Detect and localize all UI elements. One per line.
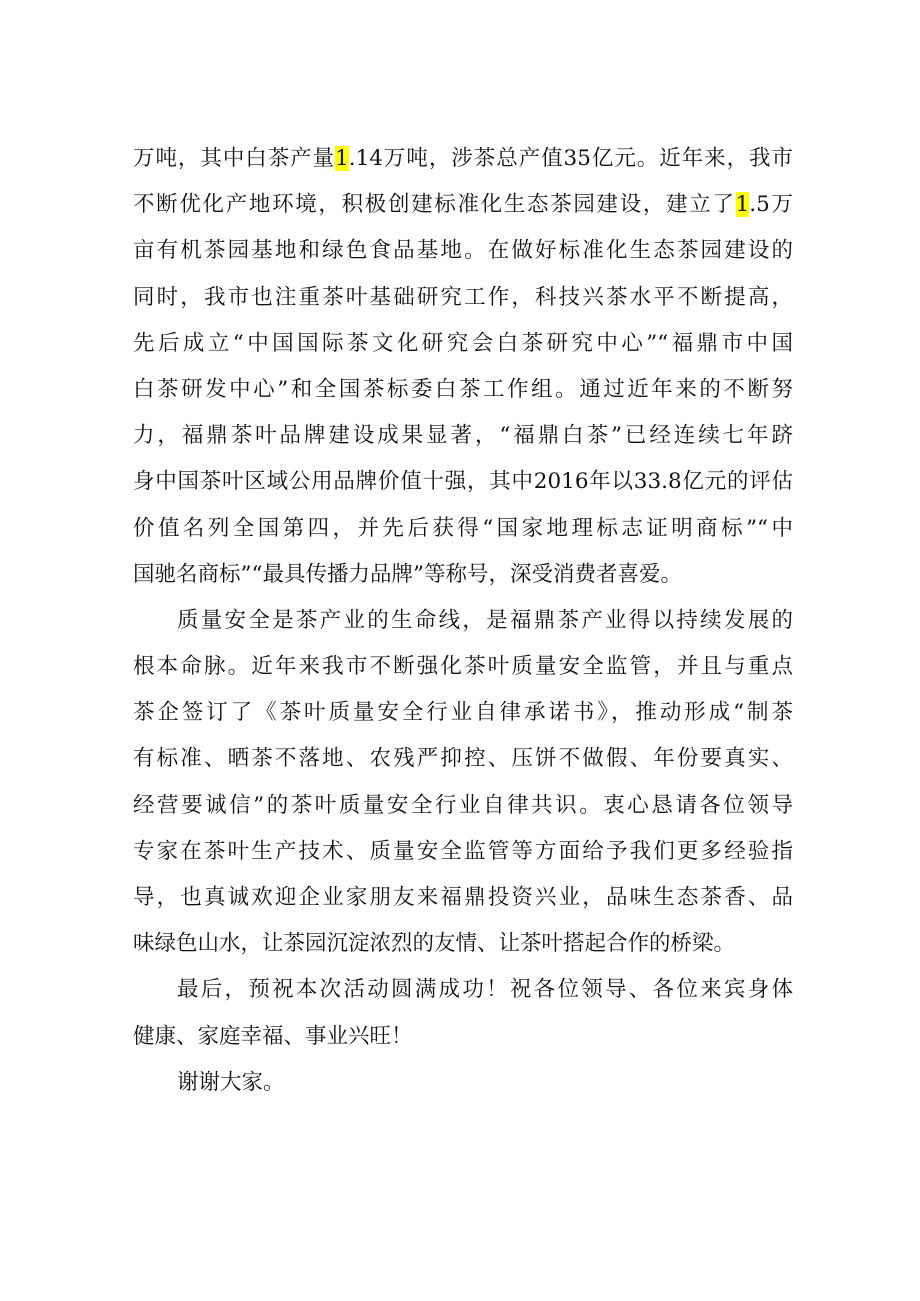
paragraph <box>133 136 793 598</box>
text-line <box>133 967 793 1013</box>
text-run: 专家在茶叶生产技术、质量安全监管等方面给予我们更多经验指 <box>133 838 793 864</box>
text-run: 质量安全是茶产业的生命线，是福鼎茶产业得以持续发展的 <box>177 607 793 633</box>
text-line <box>133 182 793 228</box>
text-line <box>133 1014 793 1060</box>
text-run: 不断优化产地环境，积极创建标准化生态茶园建设，建立了 <box>133 192 736 218</box>
document-body <box>133 136 793 1106</box>
paragraph <box>133 598 793 968</box>
text-line <box>133 783 793 829</box>
text-line <box>133 829 793 875</box>
text-line <box>133 690 793 736</box>
text-run: 万吨，其中白茶产量 <box>133 146 336 171</box>
text-line <box>133 459 793 505</box>
text-line <box>133 228 793 274</box>
text-run: 身中国茶叶区域公用品牌价值十强，其中2016年以33.8亿元的评估 <box>133 469 793 495</box>
text-line <box>133 875 793 921</box>
text-line <box>133 644 793 690</box>
text-run: 茶企签订了《茶叶质量安全行业自律承诺书》，推动形成“制茶 <box>133 700 793 726</box>
text-run: 价值名列全国第四，并先后获得“国家地理标志证明商标”“中 <box>133 515 793 541</box>
text-run: 国驰名商标”“最具传播力品牌”等称号，深受消费者喜爱。 <box>133 561 682 587</box>
text-run: 最后，预祝本次活动圆满成功！祝各位领导、各位来宾身体 <box>177 977 793 1003</box>
text-line <box>133 321 793 367</box>
text-run: 根本命脉。近年来我市不断强化茶叶质量安全监管，并且与重点 <box>133 654 793 680</box>
text-line <box>133 598 793 644</box>
text-run: 味绿色山水，让茶园沉淀浓烈的友情、让茶叶搭起合作的桥梁。 <box>133 931 736 957</box>
text-line <box>133 136 793 182</box>
text-run: 有标准、晒茶不落地、农残严抑控、压饼不做假、年份要真实、 <box>133 746 793 772</box>
text-line <box>133 736 793 782</box>
paragraph <box>133 1060 793 1106</box>
text-line <box>133 367 793 413</box>
text-run: 经营要诚信”的茶叶质量安全行业自律共识。衷心恳请各位领导 <box>133 792 793 818</box>
text-run: 亩有机茶园基地和绿色食品基地。在做好标准化生态茶园建设的 <box>133 238 793 264</box>
text-run: 健康、家庭幸福、事业兴旺！ <box>133 1023 413 1049</box>
text-line <box>133 413 793 459</box>
highlighted-text: 1 <box>735 192 750 218</box>
text-line <box>133 275 793 321</box>
text-line <box>133 506 793 552</box>
highlighted-text: 1 <box>335 146 349 171</box>
text-line <box>133 552 793 598</box>
text-run: 白茶研发中心”和全国茶标委白茶工作组。通过近年来的不断努 <box>133 376 793 402</box>
text-line <box>133 921 793 967</box>
text-run: .5万 <box>749 192 793 218</box>
text-run: 力，福鼎茶叶品牌建设成果显著，“福鼎白茶”已经连续七年跻 <box>133 423 793 449</box>
text-run: 同时，我市也注重茶叶基础研究工作，科技兴茶水平不断提高， <box>133 284 793 310</box>
text-line <box>133 1060 793 1106</box>
text-run: 先后成立“中国国际茶文化研究会白茶研究中心”“福鼎市中国 <box>133 330 793 356</box>
paragraph <box>133 967 793 1059</box>
text-run: .14万吨，涉茶总产值35亿元。近年来，我市 <box>348 146 793 171</box>
text-run: 导，也真诚欢迎企业家朋友来福鼎投资兴业，品味生态茶香、品 <box>133 885 793 910</box>
text-run: 谢谢大家。 <box>177 1069 285 1095</box>
